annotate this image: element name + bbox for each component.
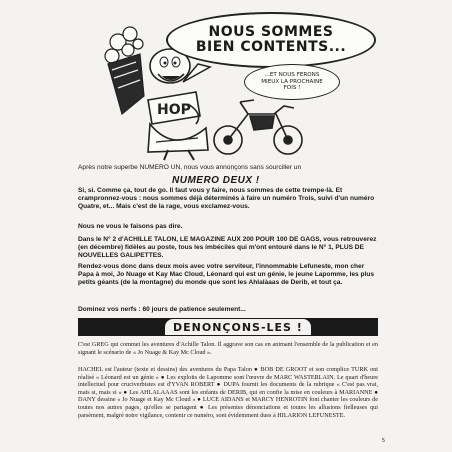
- bubble-main-line1: NOUS SOMMES: [208, 24, 334, 40]
- paragraph-3: Dans le N° 2 d'ACHILLE TALON, LE MAGAZINE AUX 200 POUR 100 DE GAGS, vous retrouverez (en décembre) fidèles au poste, tous les imbéciles qui m'ont entouré dans le N° 1, PLUS DE NOUVELLES GALIPETTES.: [78, 236, 377, 259]
- paragraph-4: Rendez-vous donc dans deux mois avec votre serviteur, l'innommable Lefuneste, mon cher Papa à moi, Jo Nuage et Kay Mac Cloud, Léonard qui est un génie, le jeune Lapomme, les plus petits géants (de la montagne) du monde que sont les Ahlalàaas de Derib, et tout ça.: [78, 263, 375, 286]
- page-number: 5: [382, 438, 385, 444]
- speech-bubble-main: [166, 12, 376, 68]
- credits-paragraph-2: HACHEL est l'auteur (texte et dessins) des aventures du Papa Talon ● BOB DE GROOT et son complice TURK ont réalisé « Léonard est un génie » ● Les exploits de Lapomme sont l'œuvre de MARC WASTERLAIN. Le quart d'heure intellectuel pour cruciverbistes est d'YVAN ROBERT ● DUPA fournit les documents de la rubrique « C'est pas vrai, mais si, mais si » ● Les AHLALAAAS sont les enfants de DERIB, qui en confie la mise en couleurs à MARIANNE ● DANY dessine « Jo Nuage et Kay Mc Cloud » ● LUCE AIDANS et MARCY HENROTIN font chanter les couleurs de toutes nos autres pages, qu'elles se partagent ● Les présentes dénonciations et toutes les allusions fielleuses qui parsèment, malgré notre vigilance, contenir ce numéro, sont évidemment dues à HILARION LEFUNESTE.: [78, 366, 378, 419]
- section-banner: [78, 318, 378, 336]
- intro-text: Après notre superbe NUMERO UN, nous vous annonçons sans sourciller un: [78, 164, 302, 171]
- section-title: DENONÇONS-LES !: [165, 319, 311, 335]
- credits-paragraph-1: C'est GREG qui commet les aventures d'Achille Talon. Il aggrave son cas en animant l'ensemble de la publication et en signant le scénario de « Jo Nuage & Kay Mc Cloud ».: [78, 341, 378, 356]
- speech-bubble-small: [244, 64, 340, 100]
- bubble-small-line3: FOIS !: [283, 85, 301, 92]
- bubble-small-line1: ...ET NOUS FERONS: [264, 72, 320, 79]
- paragraph-1: Si, si. Comme ça, tout de go. Il faut vous y faire, nous sommes de cette trempe-là. Et crampronnez-vous : nous sommes déjà déterminés à faire un numéro Trois, suivi d'un numéro Quatre, et... Mais c'est de la rage, vous exclamez-vous.: [78, 187, 375, 210]
- sign-text: HOP: [157, 102, 191, 118]
- paragraph-2: Nous ne vous le faisons pas dire.: [78, 223, 183, 230]
- bubble-main-line2: BIEN CONTENTS...: [195, 39, 347, 55]
- paragraph-5: Dominez vos nerfs : 60 jours de patience seulement...: [78, 306, 246, 313]
- cartoon-illustration: [88, 4, 388, 162]
- headline: NUMERO DEUX !: [172, 175, 260, 186]
- bubble-small-line2: MIEUX LA PROCHAINE: [261, 78, 323, 85]
